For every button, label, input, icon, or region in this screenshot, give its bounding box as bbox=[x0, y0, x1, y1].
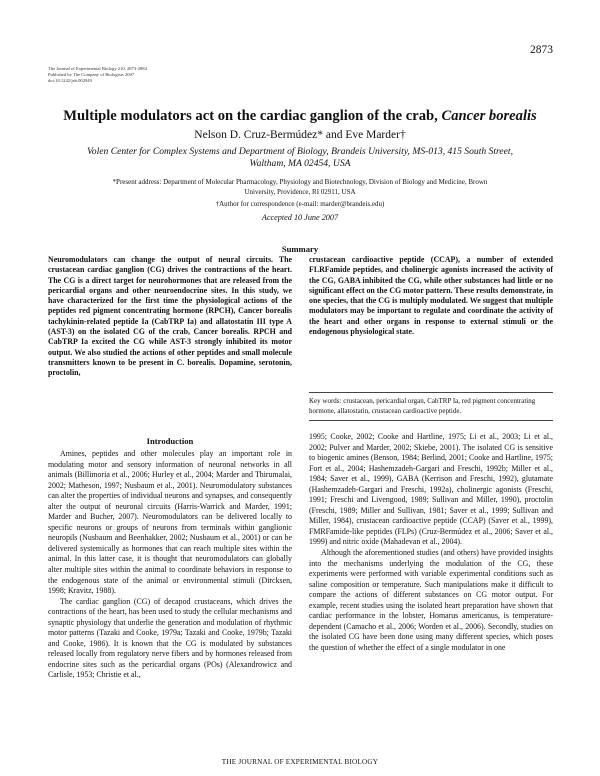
summary-heading: Summary bbox=[281, 244, 319, 254]
title-species: Cancer borealis bbox=[441, 108, 537, 124]
journal-citation: The Journal of Experimental Biology 210, 2873-2884 bbox=[48, 66, 147, 71]
introduction-heading: Introduction bbox=[146, 436, 194, 446]
intro-paragraph: Amines, peptides and other molecules play an important role in modulating motor and sensory information of neuronal networks in all animals (Billimoria et al., 2006; Hurley et al., 2004; Marder and Thirumalai, 2002; Matheson, 1997; Nusbaum et al., 2001). Neuromodulatory substances can alter the properties of individual neurons and synapses, and consequently alter the output of neuronal circuits (Harris-Warrick and Marder, 1991; Marder and Bucher, 2007). Neuromodulators can be delivered locally to specific neurons or groups of neurons from terminals within ganglionic neuropils (Nusbaum and Beenhakker, 2002; Nusbaum et al., 2001) or can be delivered systemically as hormones that can reach multiple sites within the animal. In this latter case, it is thought that neuromodulators can globally alter multiple sites within the animal to coordinate behaviors in response to the endogenous state of the animal or environmental stimuli (Dircksen, 1998; Kravitz, 1988). bbox=[48, 449, 292, 596]
affiliation-line-2: Waltham, MA 02454, USA bbox=[249, 158, 351, 169]
journal-doi: doi:10.1242/jeb.002949 bbox=[48, 78, 92, 84]
summary-text-left: Neuromodulators can change the output of neural circuits. The crustacean cardiac ganglion (CG) drives the contractions of the heart. The CG is a direct target for neurohormones that are released from the pericardial organs and other neuroendocrine sites. In this study, we have characterized for the first time the physiological actions of the peptides red pigment concentrating hormone (RPCH), Cancer borealis tachykinin-related peptide Ia (CabTRP Ia) and allatostatin III type A (AST-3) on the isolated CG of the crab, Cancer borealis. RPCH and CabTRP Ia excited the CG while AST-3 strongly inhibited its motor output. We also studied the actions of other peptides and small molecule transmitters known to be present in C. borealis. Dopamine, serotonin, proctolin, bbox=[48, 255, 292, 378]
summary-text-right: crustacean cardioactive peptide (CCAP), a number of extended FLRFamide peptides, and cholinergic agonists increased the activity of the CG, GABA inhibited the CG, while other substances had little or no significant effect on the CG motor pattern. These results demonstrate, in one species, that the CG is multiply modulated. We suggest that multiple modulators may be important to regulate and coordinate the activity of the heart and other organs in response to external stimuli or the endogenous physiological state. bbox=[309, 255, 553, 337]
accepted-date: Accepted 10 June 2007 bbox=[261, 213, 339, 222]
journal-publisher: Published by The Company of Biologists 2007 bbox=[48, 72, 135, 78]
article-title bbox=[30, 108, 570, 125]
keywords-divider-bottom bbox=[309, 420, 553, 421]
page-number: 2873 bbox=[530, 44, 553, 56]
affiliation-line-1: Volen Center for Complex Systems and Department of Biology, Brandeis University, MS-013, 415 South Street, bbox=[87, 146, 513, 157]
authors: Nelson D. Cruz-Bermúdez* and Eve Marder† bbox=[194, 129, 406, 141]
affiliation bbox=[60, 146, 540, 170]
title-main: Multiple modulators act on the cardiac ganglion of the crab, bbox=[63, 108, 442, 124]
keywords: Key words: crustacean, pericardial organ, CabTRP Ia, red pigment concentrating hormone, allatostatin, crustacean cardioactive peptide. bbox=[309, 397, 536, 415]
intro-paragraph: Although the aforementioned studies (and others) have provided insights into the mechanisms underlying the modulation of the CG, these experiments were performed with variable experimental conditions such as saline composition or temperature. Such manipulations make it difficult to compare the actions of different substances on CG motor output. For example, recent studies using the isolated heart preparation have shown that cardiac performance in the lobster, Homarus americanus, is temperature-dependent (Camacho et al., 2006; Worden et al., 2006). Secondly, studies on the isolated CG have been done using many different species, which poses the question of whether the effect of a single modulator in one bbox=[309, 548, 553, 652]
present-address bbox=[50, 178, 550, 197]
correspondence-note: †Author for correspondence (e-mail: marder@brandeis.edu) bbox=[215, 200, 385, 208]
journal-info bbox=[48, 66, 147, 85]
present-address-line-2: University, Providence, RI 02911, USA bbox=[244, 187, 356, 196]
intro-paragraph: The cardiac ganglion (CG) of decapod crustaceans, which drives the contractions of the heart, has been used to study the cellular mechanisms and synaptic physiology that underlie the generation and modulation of rhythmic motor patterns (Tazaki and Cooke, 1979a; Tazaki and Cooke, 1979b; Tazaki and Cooke, 1986). It is known that the CG is modulated by substances released locally from regulatory nerve fibers and by hormones released from endocrine sites such as the pericardial organs (POs) (Alexandrowicz and Carlisle, 1953; Christie et al., bbox=[48, 596, 292, 680]
intro-column-left bbox=[48, 449, 292, 681]
keywords-divider-top bbox=[309, 392, 553, 393]
present-address-line-1: *Present address: Department of Molecular Pharmacology, Physiology and Biotechnology, Division of Biology and Medicine, Brown bbox=[112, 178, 488, 186]
intro-paragraph: 1995; Cooke, 2002; Cooke and Hartline, 1975; Li et al., 2003; Li et al., 2002; Pulver and Marder, 2002; Skiebe, 2001). The isolated CG is sensitive to biogenic amines (Benson, 1984; Berlind, 2001; Cooke and Hartline, 1975; Fort et al., 2004; Hashemzadeh-Gargari and Freschi, 1992b; Miller et al., 1984; Saver et al., 1999), GABA (Kerrison and Freschi, 1992), glutamate (Hashemzadeh-Gargari and Freschi, 1992a), cholinergic agonists (Freschi, 1991; Freschi and Livengood, 1989; Sullivan and Miller, 1990), proctolin (Freschi, 1989; Miller and Sullivan, 1981; Saver et al., 1999; Sullivan and Miller, 1984), crustacean cardioactive peptide (CCAP) (Saver et al., 1999), FMRFamide-like peptides (FLPs) (Cruz-Bermúdez et al., 2006; Saver et al., 1999) and nitric oxide (Mahadevan et al., 2004). bbox=[309, 432, 553, 547]
intro-column-right bbox=[309, 432, 553, 653]
journal-footer: THE JOURNAL OF EXPERIMENTAL BIOLOGY bbox=[221, 758, 379, 766]
